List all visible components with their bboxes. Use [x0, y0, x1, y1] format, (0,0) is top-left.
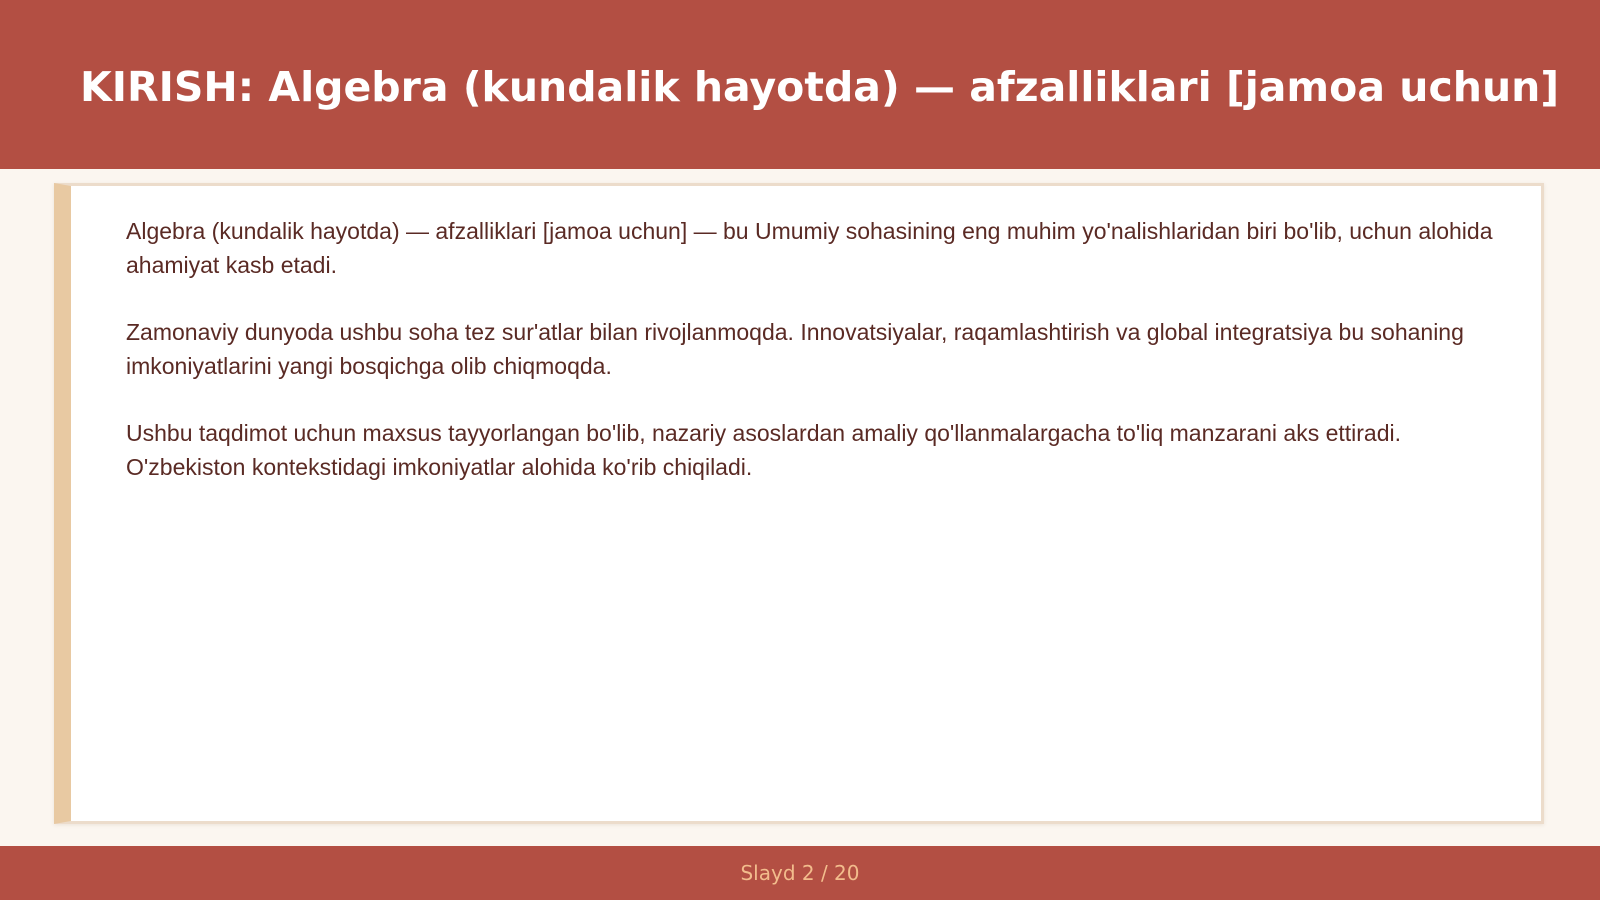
paragraph-presentation-purpose: Ushbu taqdimot uchun maxsus tayyorlangan bo'lib, nazariy asoslardan amaliy qo'llanmalargacha to'liq manzarani aks ettiradi. O'zbekiston kontekstidagi imkoniyatlar alohida ko'rib chiqiladi.	[126, 420, 1402, 480]
slide-counter: Slayd 2 / 20	[740, 861, 860, 885]
content-body	[126, 214, 1516, 517]
content-card	[54, 183, 1544, 824]
slide-header	[0, 0, 1600, 169]
slide-title: KIRISH: Algebra (kundalik hayotda) — afzalliklari [jamoa uchun]	[80, 63, 1560, 111]
slide-footer	[0, 846, 1600, 900]
paragraph-intro: Algebra (kundalik hayotda) — afzalliklari [jamoa uchun] — bu Umumiy sohasining eng muhim yo'nalishlaridan biri bo'lib, uchun alohida ahamiyat kasb etadi.	[126, 218, 1493, 278]
paragraph-modern-world: Zamonaviy dunyoda ushbu soha tez sur'atlar bilan rivojlanmoqda. Innovatsiyalar, raqamlashtirish va global integratsiya bu sohaning imkoniyatlarini yangi bosqichga olib chiqmoqda.	[126, 319, 1464, 379]
